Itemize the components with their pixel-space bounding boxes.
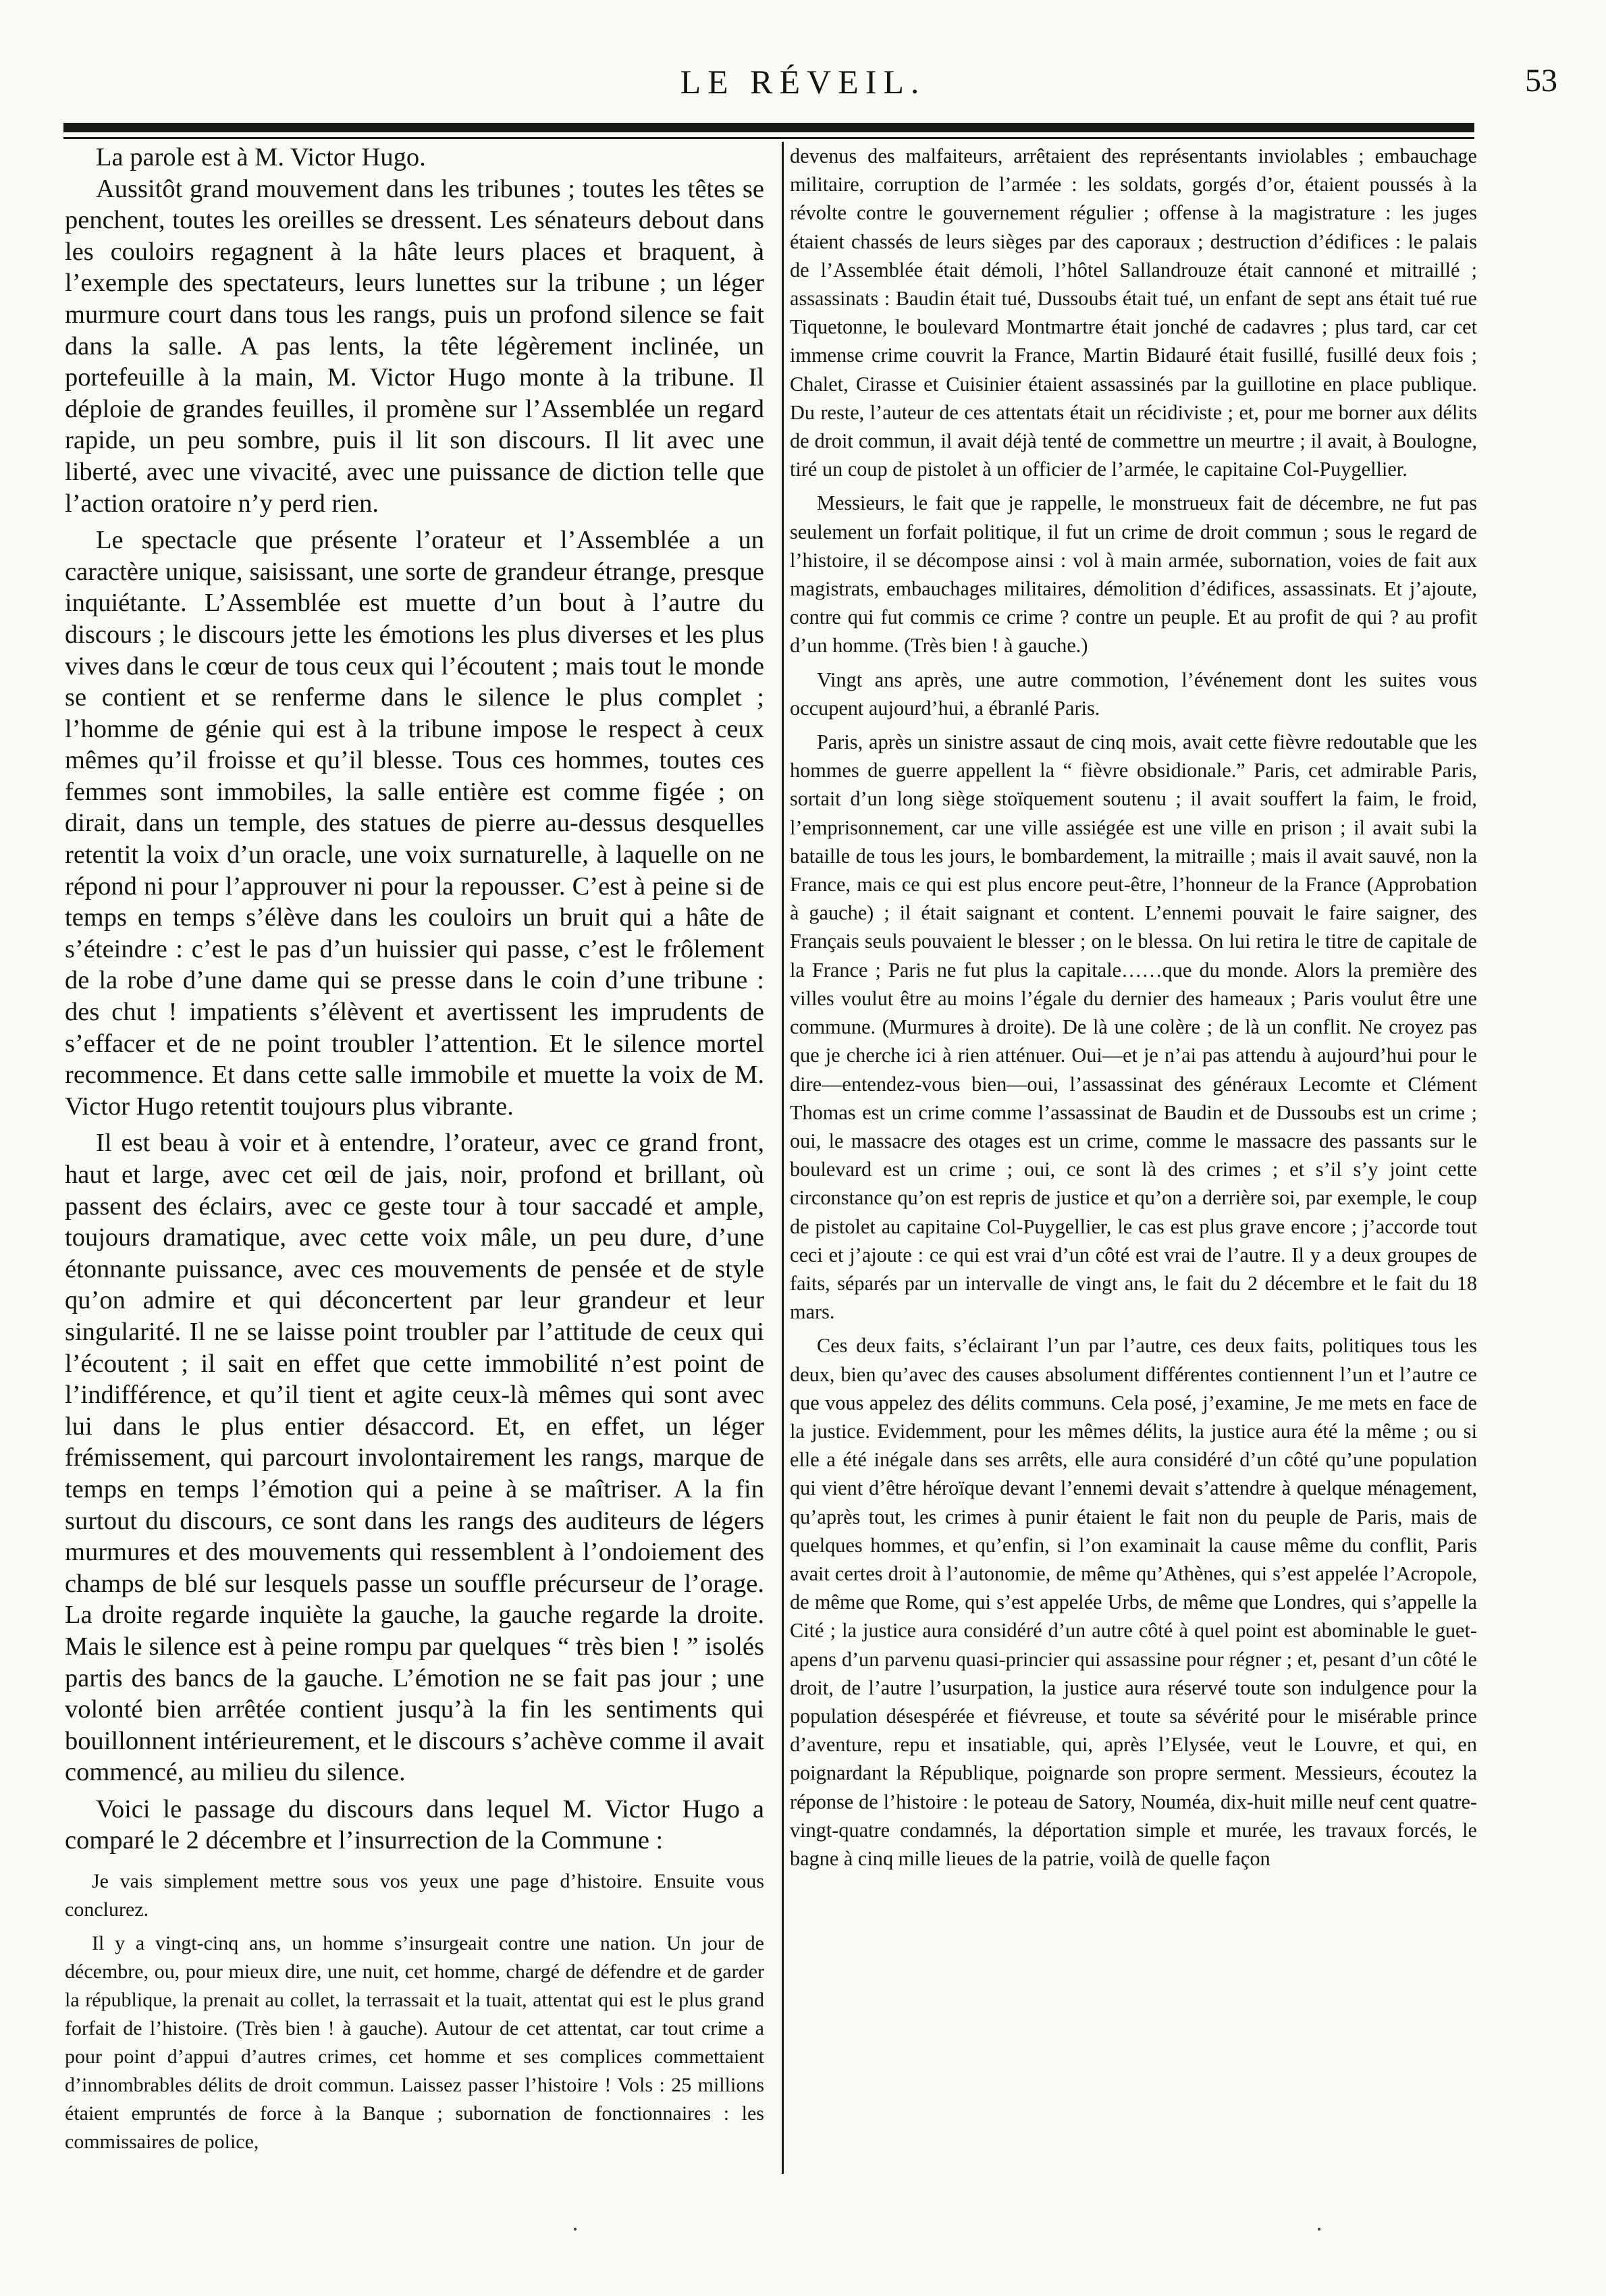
column-divider [782,142,784,2174]
speech-paragraph: Messieurs, le fait que je rappelle, le monstrueux fait de décembre, ne fut pas seulement un forfait politique, il fut un crime de droit commun ; sous le regard de l’histoire, il se décompose ainsi : vol à main armée, subornation, voies de fait aux magistrats, embauchages militaires, démolition d’édifices, assassinats. Et j’ajoute, contre qui fut commis ce crime ? contre un peuple. Et au profit de qui ? au profit d’un homme. (Très bien ! à gauche.) [790,491,1477,658]
speech-paragraph: devenus des malfaiteurs, arrêtaient des représentants inviolables ; embauchage militaire, corruption de l’armée : les soldats, gorgés d’or, étaient poussés à la révolte contre le gouvernement régulier ; offense à la magistrature : les juges étaient chassés de leurs sièges par des caporaux ; destruction d’édifices : le palais de l’Assemblée était démoli, l’hôtel Sallandrouze était cannoné et mitraillé ; assassinats : Baudin était tué, Dussoubs était tué, un enfant de sept ans était tué rue Tiquetonne, le boulevard Montmartre était jonché de cadavres ; plus tard, car cet immense crime couvrit la France, Martin Bidauré était fusillé, fusillé deux fois ; Chalet, Cirasse et Cuisinier étaient assassinés par la guillotine en place publique. Du reste, l’auteur de ces attentats était un récidiviste ; et, pour me borner aux délits de droit commun, il avait déjà tenté de commettre un meurtre ; il avait, à Boulogne, tiré un coup de pistolet à un officier de l’armée, le capitaine Col-Puygellier. [790,144,1477,481]
paragraph: Le spectacle que présente l’orateur et l’Assemblée a un caractère unique, saisissant, une sorte de grandeur étrange, presque inquiétante. L’Assemblée est muette d’un bout à l’autre du discours ; le discours jette les émotions les plus diverses et les plus vives dans le cœur de tous ceux qui l’écoutent ; mais tout le monde se contient et se renferme dans le silence le plus complet ; l’homme de génie qui est à la tribune impose le respect à ceux mêmes qu’il froisse et qu’il blesse. Tous ces hommes, toutes ces femmes sont immobiles, la salle entière est comme figée ; on dirait, dans un temple, des statues de pierre au-dessus desquelles retentit la voix d’un oracle, une voix surnaturelle, à laquelle on ne répond ni pour l’approuver ni pour la repousser. C’est à peine si de temps en temps s’élève dans les couloirs un bruit qui a hâte de s’éteindre : c’est le pas d’un huissier qui passe, c’est le frôlement de la robe d’une dame qui se presse dans le coin d’une tribune : des chut ! impatients s’élèvent et avertissent les imprudents de s’effacer et de ne point troubler l’attention. Et le silence mortel recommence. Et dans cette salle immobile et muette la voix de M. Victor Hugo retentit toujours plus vibrante. [65,526,764,1121]
report-text [65,142,764,1857]
speech-paragraph: Il y a vingt-cinq ans, un homme s’insurgeait contre une nation. Un jour de décembre, ou, pour mieux dire, une nuit, cet homme, chargé de défendre et de garder la république, la prenait au collet, la terrassait et la tuait, attentat qui est le plus grand forfait de l’histoire. (Très bien ! à gauche). Autour de cet attentat, car tout crime a pour point d’appui d’autres crimes, cet homme et ses complices commettaient d’innombrables délits de droit commun. Laissez passer l’histoire ! Vols : 25 millions étaient empruntés de force à la Banque ; subornation de fonctionnaires : les commissaires de police, [65,1932,764,2154]
paragraph: Voici le passage du discours dans lequel M. Victor Hugo a comparé le 2 décembre et l’insurrection de la Commune : [65,1794,764,1855]
print-speck [574,2228,577,2231]
speech-paragraph: Ces deux faits, s’éclairant l’un par l’autre, ces deux faits, politiques tous les deux, bien qu’avec des causes absolument différentes contiennent l’un et l’autre ce que vous appelez des délits communs. Cela posé, j’examine, Je me mets en face de la justice. Evidemment, pour les mêmes délits, la justice aura été la même ; ou si elle a été inégale dans ses arrêts, elle aura considéré d’un côté qu’une population qui vient d’être héroïque devant l’ennemi devait s’attendre à quelque ménagement, qu’après tout, les crimes à punir étaient le fait non du peuple de Paris, mais de quelques hommes, et qu’enfin, si l’on examinait la cause même du conflit, Paris avait certes droit à l’autonomie, de même qu’Athènes, qui s’est appelée l’Acropole, de même que Rome, qui s’est appelée Urbs, de même que Londres, qui s’appelle la Cité ; la justice aura considéré d’un autre côté à quel point est abominable le guet-apens d’un parvenu quasi-princier qui assassine pour régner ; et, pesant d’un côté le droit, de l’autre l’usurpation, la justice aura réservé toute son indulgence pour la population désespérée et fiévreuse, et toute sa sévérité pour le misérable prince d’aventure, repu et insatiable, qui, après l’Elysée, veut le Louvre, et qui, en poignardant la République, poignarde son propre serment. Messieurs, écoutez la réponse de l’histoire : le poteau de Satory, Nouméa, dix-huit mille neuf cent quatre-vingt-quatre condamnés, la déportation simple et murée, les travaux forcés, le bagne à cinq mille lieues de la patrie, voilà de quelle façon [790,1334,1477,1870]
header-rule-thick [63,123,1474,132]
print-speck [1318,2228,1320,2231]
paragraph: La parole est à M. Victor Hugo. [96,143,426,171]
speech-excerpt [65,1867,764,2156]
page-header-title: LE RÉVEIL. [680,63,926,101]
paragraph: Aussitôt grand mouvement dans les tribunes ; toutes les têtes se penchent, toutes les oreilles se dressent. Les sénateurs debout dans les couloirs regagnent à la hâte leurs places et braquent, à l’exemple des spectateurs, leurs lunettes sur la tribune ; un léger murmure court dans tous les rangs, puis un profond silence se fait dans la salle. A pas lents, la tête légèrement inclinée, un portefeuille à la main, M. Victor Hugo monte à la tribune. Il déploie de grandes feuilles, il promène sur l’Assemblée un regard rapide, un peu sombre, puis il lit son discours. Il lit avec une liberté, avec une vivacité, avec une puissance de diction telle que l’action oratoire n’y perd rien. [65,174,764,518]
speech-paragraph: Je vais simplement mettre sous vos yeux une page d’histoire. Ensuite vous conclurez. [65,1870,764,1921]
right-column [790,142,1477,2248]
header-rule-thin [63,137,1474,139]
page-number: 53 [1525,63,1557,99]
speech-paragraph: Paris, après un sinistre assaut de cinq mois, avait cette fièvre redoutable que les hommes de guerre appellent la “ fièvre obsidionale.” Paris, cet admirable Paris, sortait d’un long siège stoïquement soutenu ; il avait souffert la faim, le froid, l’emprisonnement, car une ville assiégée est une ville en prison ; il avait subi la bataille de tous les jours, le bombardement, la mitraille ; mais il avait sauvé, non la France, mais ce qui est plus encore peut-être, l’honneur de la France (Approbation à gauche) ; il était saignant et content. L’ennemi pouvait le faire saigner, des Français seuls pouvaient le blesser ; on le blessa. On lui retira le titre de capitale de la France ; Paris ne fut plus la capitale……que du monde. Alors la première des villes voulut être au moins l’égale du dernier des hameaux ; Paris voulut être une commune. (Murmures à droite). De là une colère ; de là un conflit. Ne croyez pas que je cherche ici à rien atténuer. Oui—et je n’ai pas attendu à aujourd’hui pour le dire—entendez-vous bien—oui, l’assassinat des généraux Lecomte et Clément Thomas est un crime comme l’assassinat de Baudin et de Dussoubs est un crime ; oui, le massacre des otages est un crime, comme le massacre des passants sur le boulevard est un crime ; oui, ce sont là des crimes ; et s’il s’y joint cette circonstance qu’on est repris de justice et qu’on a derrière soi, par exemple, le coup de pistolet au capitaine Col-Puygellier, le cas est plus grave encore ; j’accorde tout ceci et j’ajoute : ce qui est vrai d’un côté est vrai de l’autre. Il y a deux groupes de faits, séparés par un intervalle de vingt ans, le fait du 2 décembre et le fait du 18 mars. [790,730,1477,1324]
paragraph: Il est beau à voir et à entendre, l’orateur, avec ce grand front, haut et large, avec cet œil de jais, noir, profond et brillant, où passent des éclairs, avec ce geste tour à tour saccadé et ample, toujours dramatique, avec cette voix mâle, un peu dure, d’une étonnante puissance, avec ces mouvements de pensée et de style qu’on admire et qui déconcertent par leur grandeur et leur singularité. Il ne se laisse point troubler par l’attitude de ceux qui l’écoutent ; il sait en effet que cette immobilité n’est point de l’indifférence, et qu’il tient et agite ceux-là mêmes qui sont avec lui dans le plus entier désaccord. Et, en effet, un léger frémissement, qui parcourt involontairement les rangs, marque de temps en temps l’émotion qui a peine à se maîtriser. A la fin surtout du discours, ce sont dans les rangs des auditeurs de légers murmures et des mouvements qui ressemblent à l’ondoiement des champs de blé sur lesquels passe un souffle précurseur de l’orage. La droite regarde inquiète la gauche, la gauche regarde la droite. Mais le silence est à peine rompu par quelques “ très bien ! ” isolés partis des bancs de la gauche. L’émotion ne se fait pas jour ; une volonté bien arrêtée contient jusqu’à la fin les sentiments qui bouillonnent intérieurement, et le discours s’achève comme il avait commencé, au milieu du silence. [65,1129,764,1787]
speech-continuation [790,142,1477,1873]
speech-paragraph: Vingt ans après, une autre commotion, l’événement dont les suites vous occupent aujourd’hui, a ébranlé Paris. [790,668,1477,720]
left-column [65,142,764,2248]
